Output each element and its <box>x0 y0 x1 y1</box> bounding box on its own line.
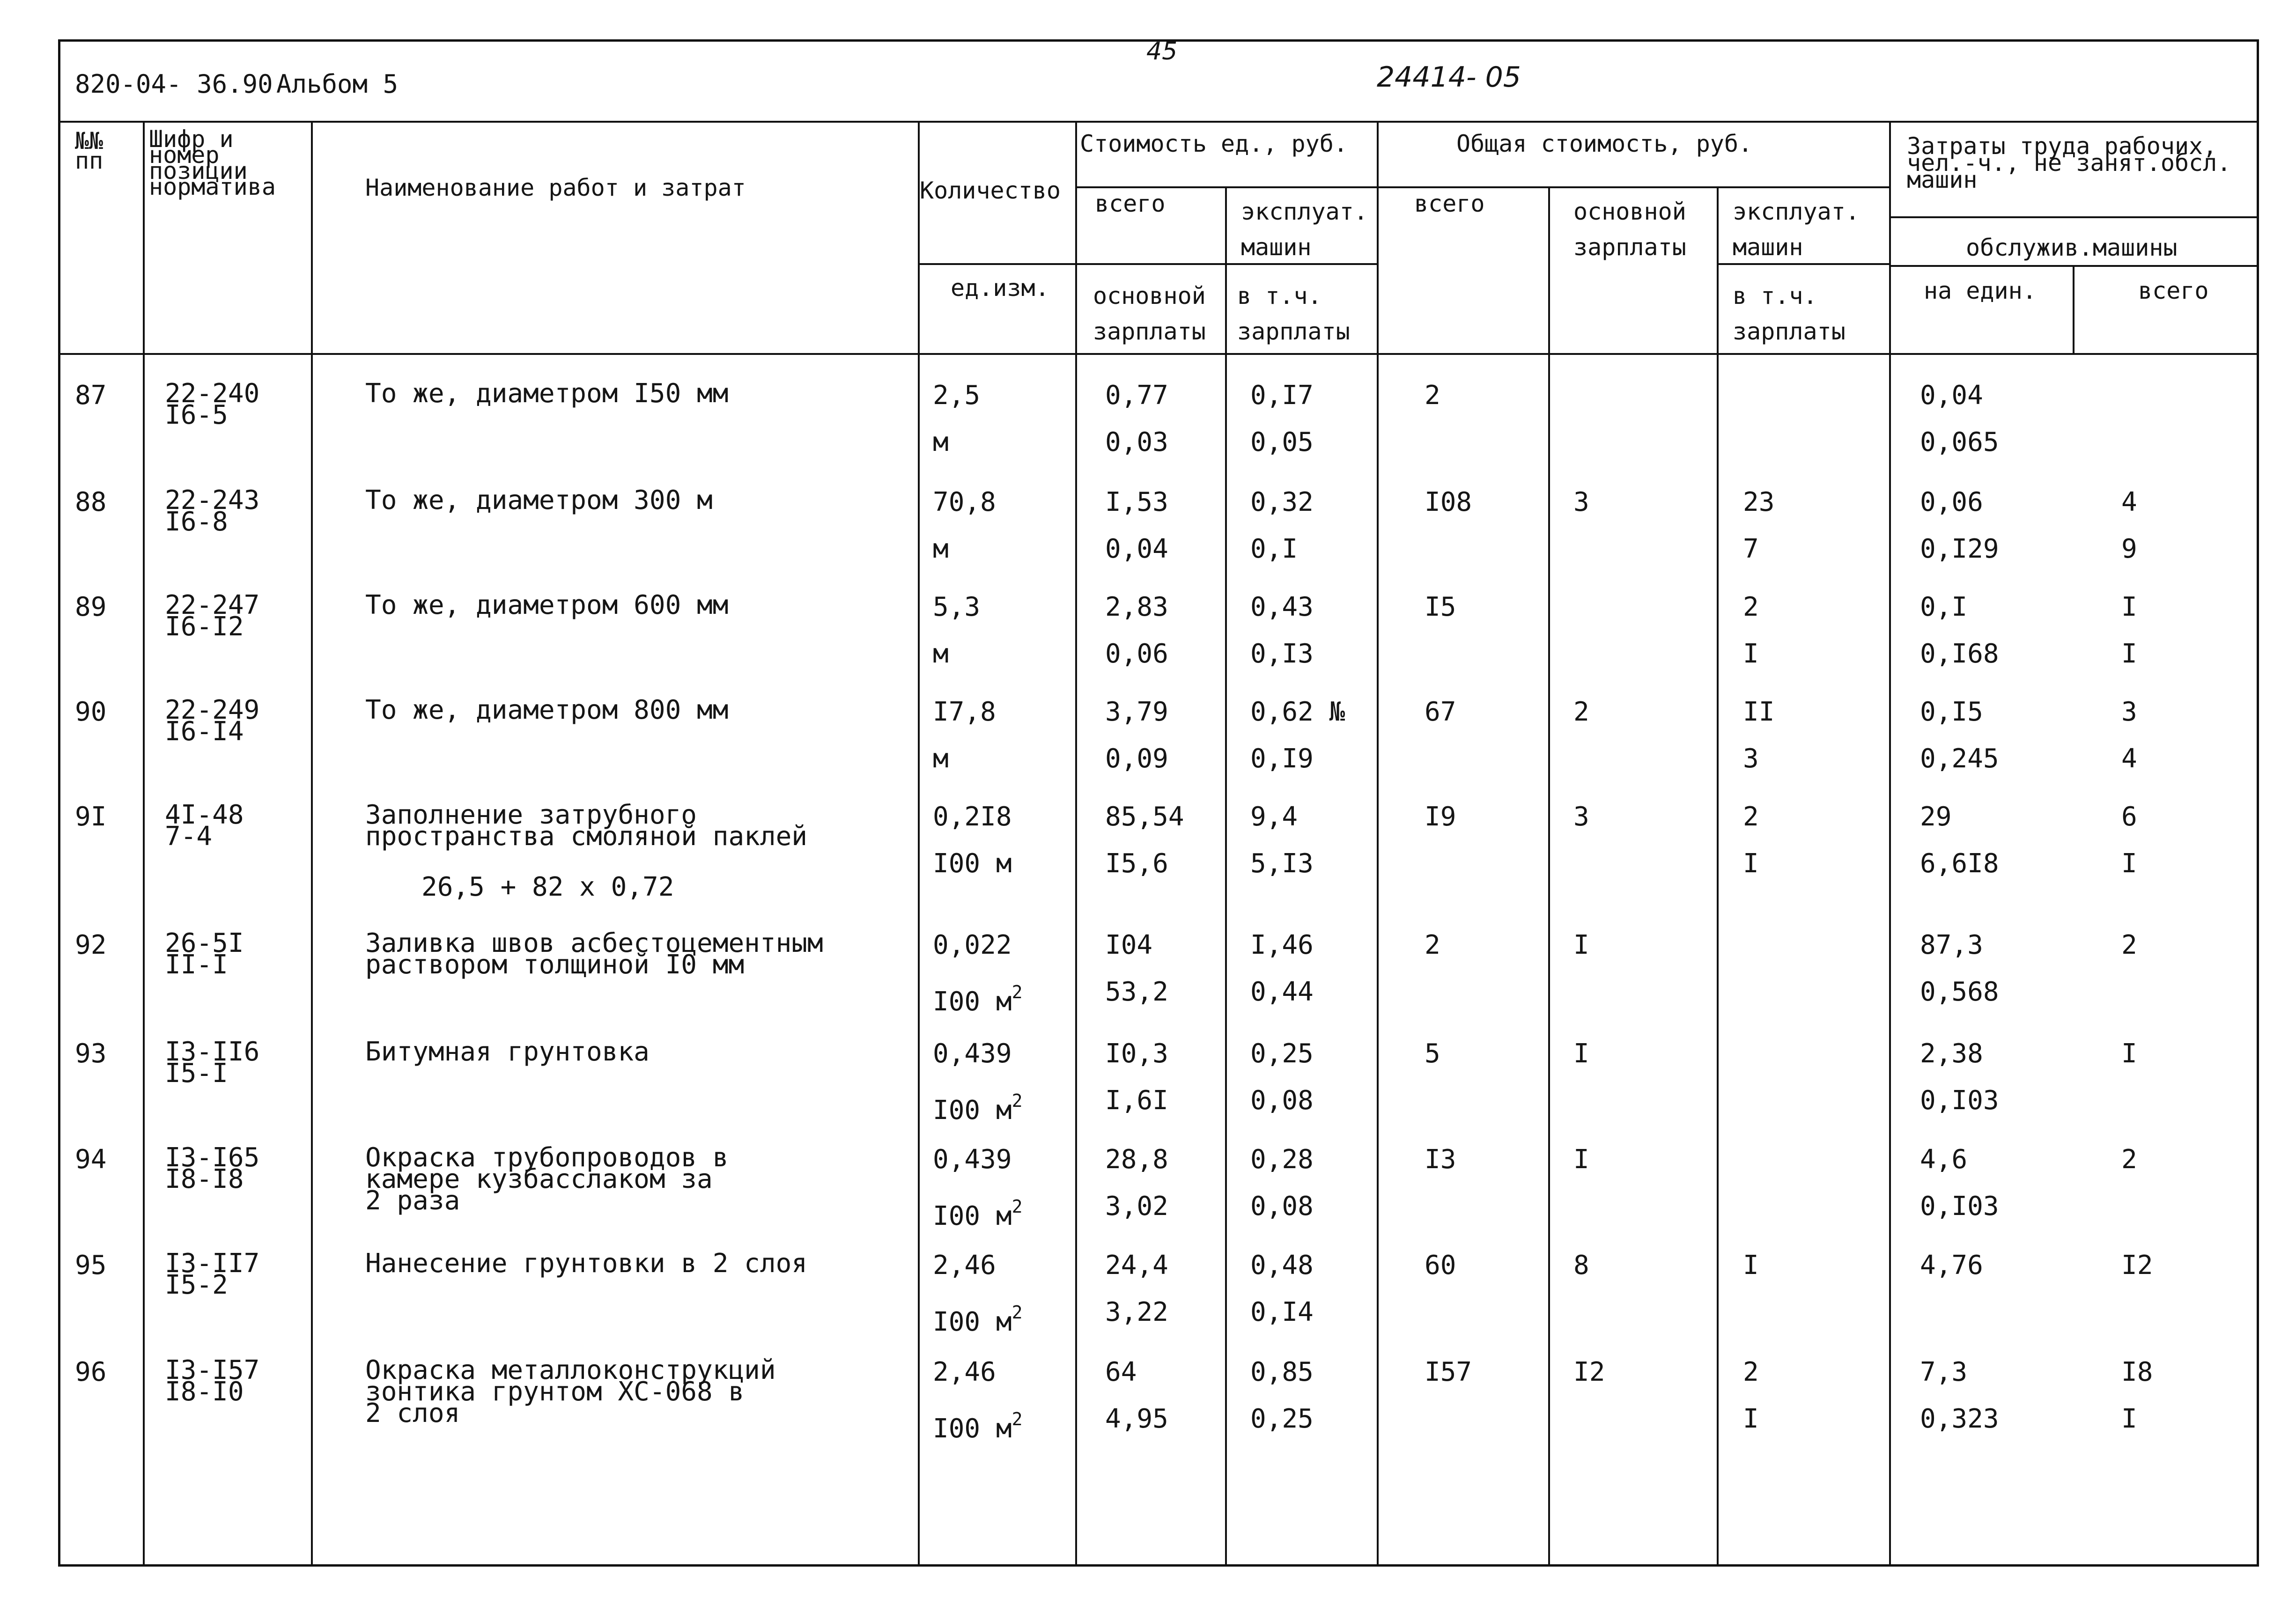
row-total-cost: I08 <box>1425 487 1472 517</box>
row-total-machines-wage: I <box>1743 639 1759 669</box>
row-total-wage: I <box>1573 1144 1589 1175</box>
row-labor-unit-serv: 0,245 <box>1920 744 1999 774</box>
document-number: 24414- 05 <box>1377 61 1521 94</box>
row-labor-unit: 0,I <box>1920 592 1968 622</box>
row-unit-cost-machines-wage: 0,25 <box>1250 1404 1314 1434</box>
row-labor-unit: 29 <box>1920 802 1952 832</box>
unit-exponent: 2 <box>1011 982 1023 1002</box>
row-labor-unit-serv: 0,065 <box>1920 427 1999 457</box>
row-unit-cost-machines: 0,28 <box>1250 1144 1314 1175</box>
document-code: 820-04- 36.90 <box>75 69 273 99</box>
col-divider <box>1548 186 1550 1567</box>
col-divider <box>1075 121 1077 1567</box>
row-total-wage: 3 <box>1573 802 1589 832</box>
row-labor-unit: 7,3 <box>1920 1357 1968 1387</box>
row-quantity: 0,439 <box>933 1144 1012 1175</box>
row-unit: м <box>933 744 949 774</box>
row-name: Заполнение затрубного пространства смоляной паклей <box>365 800 808 852</box>
header-unit: ед.изм. <box>951 274 1049 302</box>
row-quantity: 70,8 <box>933 487 996 517</box>
row-labor-total: 4 <box>2121 487 2137 517</box>
row-unit-cost-wage: 4,95 <box>1105 1404 1168 1434</box>
header-quantity: Количество <box>920 177 1061 204</box>
header-bottom <box>58 353 2259 355</box>
row-total-machines: II <box>1743 697 1775 727</box>
header-labor-unit: на един. <box>1924 277 2037 304</box>
row-name: То же, диаметром I50 мм <box>365 378 729 409</box>
row-unit-cost-wage: I,6I <box>1105 1085 1168 1116</box>
row-quantity: 0,022 <box>933 930 1012 960</box>
row-unit-cost-wage: I5,6 <box>1105 848 1168 879</box>
row-labor-unit-serv: 0,323 <box>1920 1404 1999 1434</box>
row-total-cost: 2 <box>1425 930 1440 960</box>
row-total-cost: I5 <box>1425 592 1456 622</box>
row-labor-total-serv: I <box>2121 848 2137 879</box>
row-unit-cost-total: 0,77 <box>1105 380 1168 411</box>
header-labor-total: всего <box>2138 277 2209 304</box>
row-unit-cost-total: 3,79 <box>1105 697 1168 727</box>
row-labor-unit: 0,06 <box>1920 487 1983 517</box>
col-divider <box>143 121 145 1567</box>
row-quantity: 2,46 <box>933 1250 996 1281</box>
row-unit: I00 м <box>933 848 1012 879</box>
row-unit-cost-total: I04 <box>1105 930 1153 960</box>
row-name: Нанесение грунтовки в 2 слоя <box>365 1248 808 1279</box>
row-cipher: 22-249 I6-I4 <box>165 695 260 747</box>
row-formula: 26,5 + 82 х 0,72 <box>421 872 674 902</box>
row-number: 92 <box>75 930 107 960</box>
row-unit-cost-total: 85,54 <box>1105 802 1184 832</box>
row-labor-total-serv: 9 <box>2121 534 2137 564</box>
row-total-cost: 2 <box>1425 380 1440 411</box>
row-name: Окраска трубопроводов в камере кузбасслаком за 2 раза <box>365 1142 729 1216</box>
header-divider <box>1889 216 2259 218</box>
row-total-cost: 67 <box>1425 697 1456 727</box>
row-unit-cost-total: 24,4 <box>1105 1250 1168 1281</box>
row-unit-cost-wage: 0,04 <box>1105 534 1168 564</box>
header-uc-wage: основной зарплаты <box>1093 282 1206 345</box>
row-total-wage: 2 <box>1573 697 1589 727</box>
row-unit: I00 $м^2$ <box>933 982 1023 1017</box>
header-divider <box>1075 186 1889 188</box>
row-unit-cost-machines-wage: 0,I4 <box>1250 1297 1314 1327</box>
row-total-machines: 2 <box>1743 802 1759 832</box>
row-labor-unit: 0,I5 <box>1920 697 1983 727</box>
row-unit-cost-wage: 0,06 <box>1105 639 1168 669</box>
row-labor-total: I <box>2121 592 2137 622</box>
page-number: 45 <box>1146 37 1178 66</box>
header-num: №№ пп <box>75 127 103 174</box>
header-uc-mach: эксплуат. машин <box>1241 198 1368 261</box>
row-unit-cost-total: I,53 <box>1105 487 1168 517</box>
header-total-cost: Общая стоимость, руб. <box>1456 130 1753 157</box>
header-tc-incl: в т.ч. зарплаты <box>1733 282 1846 345</box>
row-labor-total: 2 <box>2121 1144 2137 1175</box>
row-labor-total-serv: I <box>2121 1404 2137 1434</box>
row-total-machines: 23 <box>1743 487 1775 517</box>
row-total-machines-wage: 7 <box>1743 534 1759 564</box>
album-label: Альбом 5 <box>276 69 399 99</box>
row-unit-cost-machines-wage: 5,I3 <box>1250 848 1314 879</box>
unit-exponent: 2 <box>1011 1090 1023 1111</box>
row-name: То же, диаметром 800 мм <box>365 695 729 725</box>
row-cipher: I3-II7 I5-2 <box>165 1248 260 1300</box>
row-unit: I00 $м^2$ <box>933 1090 1023 1126</box>
row-total-wage: I <box>1573 930 1589 960</box>
row-labor-total-serv: I <box>2121 639 2137 669</box>
row-labor-unit: 4,6 <box>1920 1144 1968 1175</box>
header-cipher: Шифр и номер позиции норматива <box>149 125 276 200</box>
row-labor-total: 6 <box>2121 802 2137 832</box>
row-unit-cost-machines-wage: 0,I <box>1250 534 1298 564</box>
header-uc-incl: в т.ч. зарплаты <box>1237 282 1350 345</box>
row-quantity: 5,3 <box>933 592 981 622</box>
row-labor-unit-serv: 0,I29 <box>1920 534 1999 564</box>
col-divider <box>1225 186 1227 1567</box>
header-tc-wage: основной зарплаты <box>1573 198 1686 261</box>
row-total-wage: 8 <box>1573 1250 1589 1281</box>
row-cipher: 22-240 I6-5 <box>165 378 260 430</box>
row-name: Битумная грунтовка <box>365 1037 650 1067</box>
row-total-cost: 5 <box>1425 1038 1440 1069</box>
row-number: 95 <box>75 1250 107 1281</box>
row-labor-unit: 0,04 <box>1920 380 1983 411</box>
row-unit: м <box>933 639 949 669</box>
row-unit-cost-machines: 0,32 <box>1250 487 1314 517</box>
col-divider <box>918 121 920 1567</box>
col-divider <box>311 121 313 1567</box>
row-labor-unit-serv: 0,I03 <box>1920 1191 1999 1222</box>
col-divider <box>1717 186 1719 1567</box>
row-unit-cost-wage: 53,2 <box>1105 977 1168 1007</box>
row-unit-cost-total: I0,3 <box>1105 1038 1168 1069</box>
row-unit-cost-machines: 9,4 <box>1250 802 1298 832</box>
row-quantity: 2,46 <box>933 1357 996 1387</box>
row-labor-unit-serv: 0,I03 <box>1920 1085 1999 1116</box>
row-total-machines: 2 <box>1743 1357 1759 1387</box>
row-total-cost: I57 <box>1425 1357 1472 1387</box>
row-quantity: 0,2I8 <box>933 802 1012 832</box>
row-unit-cost-machines: 0,85 <box>1250 1357 1314 1387</box>
row-labor-total: 3 <box>2121 697 2137 727</box>
row-total-cost: 60 <box>1425 1250 1456 1281</box>
row-unit-cost-machines-wage: 0,44 <box>1250 977 1314 1007</box>
row-unit-cost-machines: 0,25 <box>1250 1038 1314 1069</box>
row-unit-cost-machines-wage: 0,08 <box>1250 1085 1314 1116</box>
row-unit-cost-machines: 0,48 <box>1250 1250 1314 1281</box>
row-total-wage: I <box>1573 1038 1589 1069</box>
row-labor-unit: 87,3 <box>1920 930 1983 960</box>
row-unit-cost-machines: 0,43 <box>1250 592 1314 622</box>
row-unit-cost-wage: 0,03 <box>1105 427 1168 457</box>
row-labor-total: I8 <box>2121 1357 2153 1387</box>
header-unit-cost: Стоимость ед., руб. <box>1080 130 1348 157</box>
row-number: 87 <box>75 380 107 411</box>
header-labor-serv: обслужив.машины <box>1966 234 2178 261</box>
row-number: 96 <box>75 1357 107 1387</box>
header-name: Наименование работ и затрат <box>365 174 746 201</box>
row-number: 9I <box>75 802 107 832</box>
row-number: 94 <box>75 1144 107 1175</box>
row-unit: I00 $м^2$ <box>933 1409 1023 1444</box>
row-labor-total-serv: 4 <box>2121 744 2137 774</box>
row-total-wage: I2 <box>1573 1357 1605 1387</box>
row-cipher: I3-I65 I8-I8 <box>165 1142 260 1194</box>
row-unit-cost-total: 64 <box>1105 1357 1137 1387</box>
row-unit: I00 $м^2$ <box>933 1302 1023 1337</box>
row-unit-cost-machines-wage: 0,08 <box>1250 1191 1314 1222</box>
row-total-cost: I3 <box>1425 1144 1456 1175</box>
row-labor-unit: 2,38 <box>1920 1038 1983 1069</box>
title-divider <box>58 121 2259 123</box>
unit-exponent: 2 <box>1011 1302 1023 1323</box>
row-unit-cost-wage: 3,02 <box>1105 1191 1168 1222</box>
row-quantity: 0,439 <box>933 1038 1012 1069</box>
header-tc-mach: эксплуат. машин <box>1733 198 1860 261</box>
row-unit-cost-machines: I,46 <box>1250 930 1314 960</box>
header-divider <box>1889 265 2259 267</box>
row-total-machines-wage: I <box>1743 848 1759 879</box>
unit-exponent: 2 <box>1011 1409 1023 1429</box>
row-labor-total: I2 <box>2121 1250 2153 1281</box>
row-number: 90 <box>75 697 107 727</box>
row-unit-cost-machines: 0,I7 <box>1250 380 1314 411</box>
row-name: То же, диаметром 600 мм <box>365 590 729 620</box>
row-name: То же, диаметром 300 м <box>365 485 713 515</box>
row-unit-cost-machines-wage: 0,I3 <box>1250 639 1314 669</box>
row-total-machines: 2 <box>1743 592 1759 622</box>
row-name: Заливка швов асбестоцементным раствором толщиной I0 мм <box>365 928 823 980</box>
row-labor-total: I <box>2121 1038 2137 1069</box>
row-cipher: 26-5I II-I <box>165 928 244 980</box>
row-labor-unit-serv: 6,6I8 <box>1920 848 1999 879</box>
row-labor-unit-serv: 0,I68 <box>1920 639 1999 669</box>
row-quantity: 2,5 <box>933 380 981 411</box>
row-unit-cost-total: 28,8 <box>1105 1144 1168 1175</box>
row-unit-cost-machines-wage: 0,I9 <box>1250 744 1314 774</box>
col-divider <box>2073 265 2075 353</box>
header-tc-total: всего <box>1414 190 1485 217</box>
row-cipher: 4I-48 7-4 <box>165 800 244 852</box>
row-quantity: I7,8 <box>933 697 996 727</box>
row-number: 89 <box>75 592 107 622</box>
header-labor: Затраты труда рабочих, чел.-ч., не занят.обсл. машин <box>1907 133 2231 193</box>
row-unit: м <box>933 534 949 564</box>
col-divider <box>1889 121 1891 1567</box>
row-labor-total: 2 <box>2121 930 2137 960</box>
row-labor-unit: 4,76 <box>1920 1250 1983 1281</box>
row-unit: м <box>933 427 949 457</box>
row-labor-unit-serv: 0,568 <box>1920 977 1999 1007</box>
row-unit-cost-wage: 0,09 <box>1105 744 1168 774</box>
row-cipher: 22-247 I6-I2 <box>165 590 260 642</box>
row-unit: I00 $м^2$ <box>933 1196 1023 1231</box>
row-name: Окраска металлоконструкций зонтика грунтом ХС-068 в 2 слоя <box>365 1355 776 1428</box>
row-unit-cost-total: 2,83 <box>1105 592 1168 622</box>
row-unit-cost-machines: 0,62 № <box>1250 697 1345 727</box>
row-cipher: I3-I57 I8-I0 <box>165 1355 260 1407</box>
row-number: 88 <box>75 487 107 517</box>
row-number: 93 <box>75 1038 107 1069</box>
row-cipher: I3-II6 I5-I <box>165 1037 260 1089</box>
header-uc-total: всего <box>1095 190 1166 217</box>
row-total-wage: 3 <box>1573 487 1589 517</box>
row-unit-cost-machines-wage: 0,05 <box>1250 427 1314 457</box>
unit-exponent: 2 <box>1011 1196 1023 1217</box>
row-total-cost: I9 <box>1425 802 1456 832</box>
col-divider <box>1377 121 1379 1567</box>
row-cipher: 22-243 I6-8 <box>165 485 260 537</box>
row-unit-cost-wage: 3,22 <box>1105 1297 1168 1327</box>
row-total-machines-wage: 3 <box>1743 744 1759 774</box>
row-total-machines-wage: I <box>1743 1404 1759 1434</box>
row-total-machines: I <box>1743 1250 1759 1281</box>
